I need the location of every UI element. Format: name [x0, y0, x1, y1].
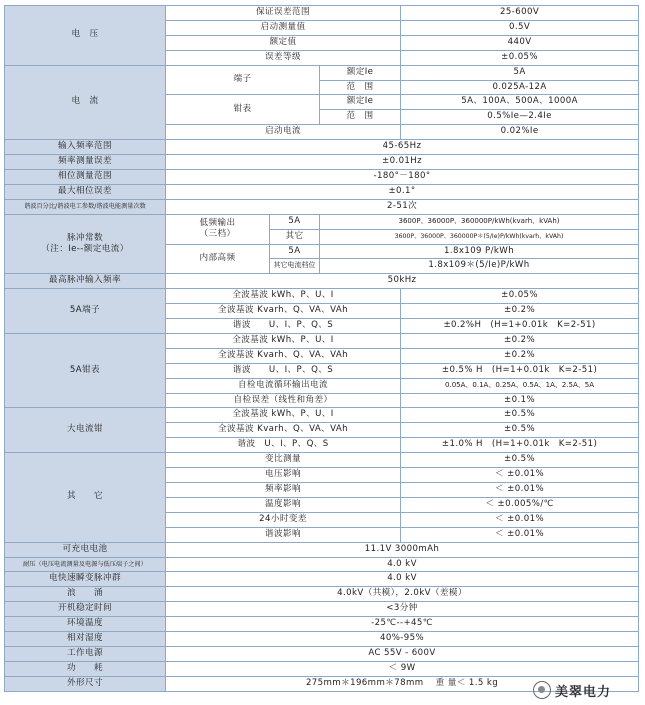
- value-cell: 25-600V: [401, 6, 639, 21]
- value-cell: AC 55V - 600V: [166, 646, 639, 661]
- value-cell: ±0.2%: [401, 333, 639, 348]
- pulse-label: [5, 214, 166, 274]
- value-cell: ±0.5% H (H=1+0.01k K=2-51): [401, 363, 639, 378]
- value-cell: ±0.2%: [401, 348, 639, 363]
- value-cell: 4.0 kV: [166, 557, 639, 572]
- value-cell: ＜ ±0.005%/℃: [401, 497, 639, 512]
- param-cell: 范 围: [320, 80, 401, 95]
- row-label: 耐压（电压电流测量及电源与低压端子之间）: [5, 557, 166, 572]
- pulse-low-line1: 低频输出: [199, 218, 236, 229]
- param-cell: 启动电流: [166, 125, 401, 140]
- param-cell: 额定值: [166, 35, 401, 50]
- value-cell: 50kHz: [166, 274, 639, 289]
- param-cell: 谐波 U、I、P、Q、S: [166, 438, 401, 453]
- param-cell: 全波基波 kWh、P、U、I: [166, 289, 401, 304]
- row-label: 频率测量误差: [5, 155, 166, 170]
- current-terminal-label: 端子: [166, 65, 320, 95]
- param-cell: 范 围: [320, 110, 401, 125]
- param-cell: 其它电流档位: [270, 259, 320, 274]
- row-label: 环境温度: [5, 617, 166, 632]
- row-label: 可充电电池: [5, 542, 166, 557]
- param-cell: 全波基波 Kvarh、Q、VA、VAh: [166, 304, 401, 319]
- param-cell: 全波基波 kWh、P、U、I: [166, 408, 401, 423]
- value-cell: ±0.01Hz: [166, 155, 639, 170]
- param-cell: 自检电流循环输出电流: [166, 378, 401, 393]
- value-cell: ±1.0% H (H=1+0.01k K=2-51): [401, 438, 639, 453]
- row-label: 最大相位误差: [5, 184, 166, 199]
- bigclamp-label: 大电流钳: [5, 408, 166, 453]
- param-cell: 电压影响: [166, 468, 401, 483]
- other-label: 其 它: [5, 453, 166, 542]
- value-cell: ＜ ±0.01%: [401, 512, 639, 527]
- row-label: 工作电源: [5, 646, 166, 661]
- value-cell: -180°－180°: [166, 169, 639, 184]
- param-cell: 谐波 U、I、P、Q、S: [166, 319, 401, 334]
- row-label: 相对湿度: [5, 632, 166, 647]
- clamp5a-label: 5A钳表: [5, 333, 166, 408]
- row-label: 输入频率范围: [5, 140, 166, 155]
- value-cell: 0.5V: [401, 20, 639, 35]
- param-cell: 额定Ie: [320, 95, 401, 110]
- row-label: 相位测量范围: [5, 169, 166, 184]
- value-cell: ＜ 9W: [166, 661, 639, 676]
- value-cell: ±0.1%: [401, 393, 639, 408]
- row-label: 浪 涌: [5, 587, 166, 602]
- pulse-low-label: [166, 214, 270, 244]
- value-cell: 5A: [401, 65, 639, 80]
- voltage-label: 电 压: [5, 6, 166, 66]
- value-cell: 45-65Hz: [166, 140, 639, 155]
- param-cell: 5A: [270, 244, 320, 259]
- param-cell: 全波基波 Kvarh、Q、VA、VAh: [166, 423, 401, 438]
- value-cell: 3600P、36000P、360000P＊(5/Ie)P/kWh(kvarh、kVAh): [320, 229, 639, 244]
- row-label: 最高脉冲输入频率: [5, 274, 166, 289]
- value-cell: 2-51次: [166, 199, 639, 214]
- pulse-label-line2: （注：Ie--额定电流）: [41, 244, 129, 254]
- wechat-logo-icon: [533, 681, 551, 699]
- watermark: [533, 680, 611, 700]
- param-cell: 自检误差（线性和角差）: [166, 393, 401, 408]
- value-cell: ±0.1°: [166, 184, 639, 199]
- value-cell: <3分钟: [166, 602, 639, 617]
- value-cell: 0.5%Ie—2.4Ie: [401, 110, 639, 125]
- watermark-text: 美翠电力: [555, 684, 612, 700]
- value-cell: 440V: [401, 35, 639, 50]
- row-label: 开机稳定时间: [5, 602, 166, 617]
- current-clamp-label: 钳表: [166, 95, 320, 125]
- value-cell: ＜ ±0.01%: [401, 483, 639, 498]
- spec-table: [4, 5, 639, 692]
- param-cell: 5A: [270, 214, 320, 229]
- param-cell: 频率影响: [166, 483, 401, 498]
- value-cell: ±0.5%: [401, 423, 639, 438]
- pulse-high-label: 内部高频: [166, 244, 270, 274]
- value-cell: ±0.2%: [401, 304, 639, 319]
- value-cell: ±0.05%: [401, 289, 639, 304]
- param-cell: 谐波 U、I、P、Q、S: [166, 363, 401, 378]
- value-cell: ＜ ±0.01%: [401, 468, 639, 483]
- value-cell: 3600P、36000P、360000P/kWh(kvarh、kVAh): [320, 214, 639, 229]
- value-cell: 275mm＊196mm＊78mm 重 量＜ 1.5 kg: [166, 676, 639, 691]
- value-cell: 4.0 kV: [166, 572, 639, 587]
- value-cell: 4.0kV（共模），2.0kV（差模）: [166, 587, 639, 602]
- value-cell: 1.8x109＊(5/Ie)P/kWh: [320, 259, 639, 274]
- param-cell: 温度影响: [166, 497, 401, 512]
- value-cell: ±0.5%: [401, 408, 639, 423]
- value-cell: 1.8x109 P/kWh: [320, 244, 639, 259]
- current-label: 电 流: [5, 65, 166, 140]
- value-cell: ±0.5%: [401, 453, 639, 468]
- param-cell: 谐波影响: [166, 527, 401, 542]
- param-cell: 全波基波 Kvarh、Q、VA、VAh: [166, 348, 401, 363]
- value-cell: -25℃--+45℃: [166, 617, 639, 632]
- pulse-low-line2: （三档）: [199, 229, 236, 240]
- param-cell: 全波基波 kWh、P、U、I: [166, 333, 401, 348]
- value-cell: 40%-95%: [166, 632, 639, 647]
- param-cell: 保证误差范围: [166, 6, 401, 21]
- value-cell: 0.02%Ie: [401, 125, 639, 140]
- value-cell: ±0.05%: [401, 50, 639, 65]
- row-label: 功 耗: [5, 661, 166, 676]
- value-cell: 0.025A-12A: [401, 80, 639, 95]
- value-cell: 0.05A、0.1A、0.25A、0.5A、1A、2.5A、5A: [401, 378, 639, 393]
- value-cell: ±0.2%H (H=1+0.01k K=2-51): [401, 319, 639, 334]
- param-cell: 误差等级: [166, 50, 401, 65]
- row-label: 谐波百分比/谐波电工参数/谐波电能测量次数: [5, 199, 166, 214]
- value-cell: 11.1V 3000mAh: [166, 542, 639, 557]
- row-label: 电快速瞬变脉冲群: [5, 572, 166, 587]
- param-cell: 其它: [270, 229, 320, 244]
- terminal5a-label: 5A端子: [5, 289, 166, 334]
- pulse-label-line1: 脉冲常数: [67, 233, 103, 243]
- param-cell: 变比测量: [166, 453, 401, 468]
- param-cell: 24小时变差: [166, 512, 401, 527]
- value-cell: ＜ ±0.01%: [401, 527, 639, 542]
- value-cell: 5A、100A、500A、1000A: [401, 95, 639, 110]
- param-cell: 启动测量值: [166, 20, 401, 35]
- row-label: 外形尺寸: [5, 676, 166, 691]
- param-cell: 额定Ie: [320, 65, 401, 80]
